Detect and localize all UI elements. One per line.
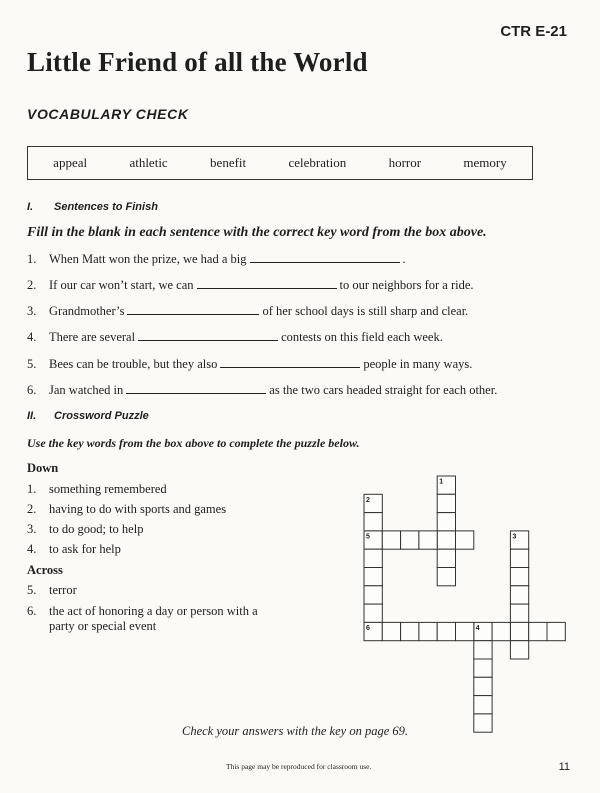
- crossword-cell[interactable]: [437, 513, 455, 531]
- crossword-cell[interactable]: [510, 641, 528, 659]
- crossword-cell[interactable]: [547, 622, 565, 640]
- reproduce-note: This page may be reproduced for classroom use.: [226, 762, 372, 771]
- crossword-cell[interactable]: [364, 568, 382, 586]
- sentence-6: 6. Jan watched in as the two cars headed straight for each other.: [27, 383, 498, 397]
- crossword-cell[interactable]: [474, 659, 492, 677]
- crossword-cell[interactable]: [456, 622, 474, 640]
- crossword-cell[interactable]: [510, 622, 528, 640]
- sentence-4: 4. There are several contests on this field each week.: [27, 330, 443, 344]
- crossword-cell[interactable]: [529, 622, 547, 640]
- word-appeal: appeal: [53, 155, 88, 170]
- crossword-cell[interactable]: [364, 549, 382, 567]
- crossword-cell[interactable]: [419, 531, 437, 549]
- crossword-cell[interactable]: [364, 513, 382, 531]
- crossword-cell-number: 2: [366, 496, 370, 504]
- crossword-cell[interactable]: [401, 622, 419, 640]
- section-1-number: I.: [27, 201, 34, 213]
- crossword-cell[interactable]: [364, 586, 382, 604]
- crossword-cell-number: 6: [366, 624, 370, 632]
- crossword-cell-number: 3: [512, 533, 517, 541]
- crossword-cell-number: 4: [475, 624, 480, 632]
- crossword-cell[interactable]: [510, 549, 528, 567]
- sentence-2: 2. If our car won’t start, we can to our neighbors for a ride.: [27, 278, 474, 292]
- crossword-cell[interactable]: [382, 622, 400, 640]
- down-clue-3: 3. to do good; to help: [27, 522, 144, 536]
- sentence-3: 3. Grandmother’s of her school days is still sharp and clear.: [27, 304, 469, 318]
- crossword-cell[interactable]: [401, 531, 419, 549]
- across-clue-6: 6. the act of honoring a day or person with a party or special event: [27, 604, 258, 633]
- page-number: 11: [558, 761, 570, 773]
- word-memory: memory: [463, 155, 507, 170]
- crossword-cell-number: 5: [366, 533, 370, 541]
- section-2-number: II.: [27, 410, 37, 422]
- word-horror: horror: [388, 155, 422, 170]
- across-heading: Across: [27, 563, 63, 577]
- answer-key-note: Check your answers with the key on page 69.: [182, 724, 408, 738]
- down-clue-2: 2. having to do with sports and games: [27, 502, 227, 516]
- crossword-cell[interactable]: [382, 531, 400, 549]
- word-benefit: benefit: [210, 155, 247, 170]
- down-clue-4: 4. to ask for help: [27, 542, 121, 556]
- crossword-cell[interactable]: [510, 604, 528, 622]
- crossword-cell[interactable]: [510, 586, 528, 604]
- down-clue-1: 1. something remembered: [27, 482, 167, 496]
- crossword-cell[interactable]: [456, 531, 474, 549]
- crossword-cell[interactable]: [364, 604, 382, 622]
- sentence-5: 5. Bees can be trouble, but they also people in many ways.: [27, 357, 473, 371]
- section-2-instruction: Use the key words from the box above to complete the puzzle below.: [27, 436, 360, 450]
- crossword-cell[interactable]: [437, 622, 455, 640]
- section-1-title: Sentences to Finish: [54, 201, 158, 213]
- worksheet-code: CTR E-21: [500, 23, 567, 40]
- section-1-instruction: Fill in the blank in each sentence with the correct key word from the box above.: [27, 225, 487, 240]
- word-celebration: celebration: [288, 155, 347, 170]
- crossword-cell[interactable]: [510, 568, 528, 586]
- vocabulary-heading: VOCABULARY CHECK: [27, 106, 189, 122]
- section-2-title: Crossword Puzzle: [54, 410, 149, 422]
- crossword-cell[interactable]: [419, 622, 437, 640]
- crossword-cell[interactable]: [437, 494, 455, 512]
- down-heading: Down: [27, 461, 59, 475]
- word-athletic: athletic: [129, 155, 168, 170]
- crossword-cell[interactable]: [474, 677, 492, 695]
- crossword-cell[interactable]: [437, 568, 455, 586]
- across-clue-5: 5. terror: [27, 583, 77, 597]
- crossword-cell-number: 1: [439, 478, 444, 486]
- crossword-cell[interactable]: [474, 641, 492, 659]
- page-title: Little Friend of all the World: [27, 47, 368, 77]
- crossword-cell[interactable]: [492, 622, 510, 640]
- crossword-cell[interactable]: [474, 714, 492, 732]
- crossword-cell[interactable]: [437, 531, 455, 549]
- sentence-1: 1. When Matt won the prize, we had a big .: [27, 252, 406, 266]
- crossword-cell[interactable]: [474, 696, 492, 714]
- crossword-cell[interactable]: [437, 549, 455, 567]
